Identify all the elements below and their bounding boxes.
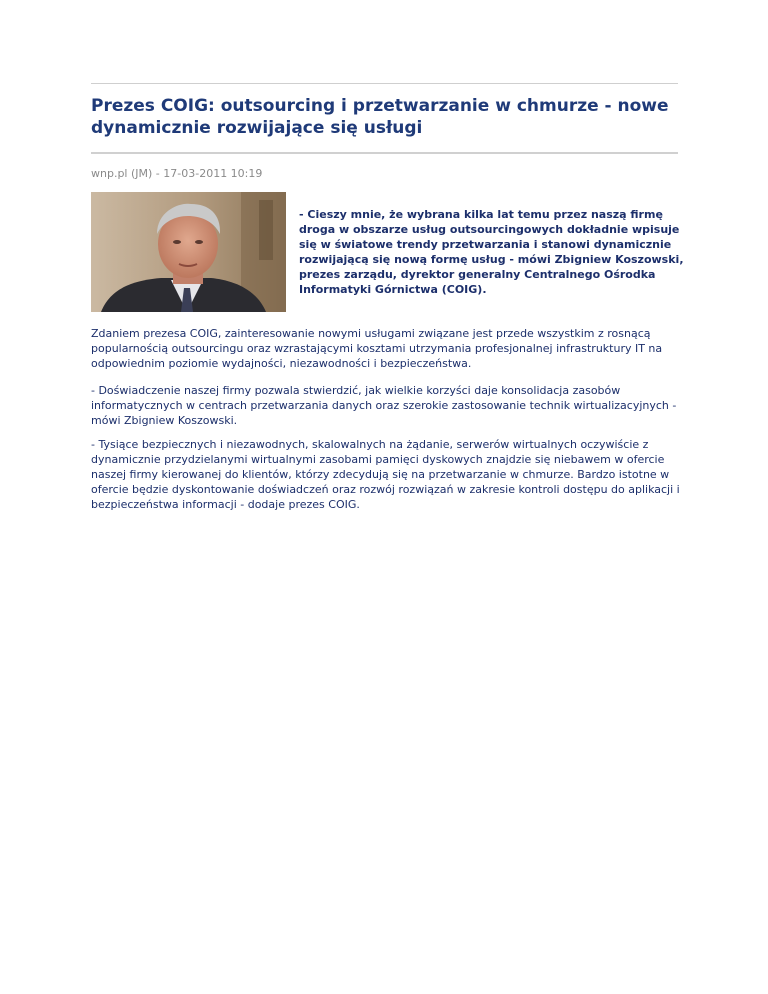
title-divider [91,152,678,154]
article-title: Prezes COIG: outsourcing i przetwarzanie w chmurze - nowe dynamicznie rozwijające się usługi [91,96,669,138]
top-divider [91,83,678,84]
article-lead: - Cieszy mnie, że wybrana kilka lat temu przez naszą firmę droga w obszarze usług outsourcingowych dokładnie wpisuje się w światowe trendy przetwarzania i stanowi dynamicznie rozwijającą się nową formę usług - mówi Zbigniew Koszowski, prezes zarządu, dyrektor generalny Centralnego Ośrodka Informatyki Górnictwa (COIG). [299,208,684,296]
article-paragraph: Zdaniem prezesa COIG, zainteresowanie nowymi usługami związane jest przede wszystkim z rosnącą popularnością outsourcingu oraz wzrastającymi kosztami utrzymania profesjonalnej infrastruktury IT na odpowiednim poziomie wydajności, niezawodności i bezpieczeństwa. [91,327,663,370]
article-paragraph: - Doświadczenie naszej firmy pozwala stwierdzić, jak wielkie korzyści daje konsolidacja zasobów informatycznych w centrach przetwarzania danych oraz szerokie zastosowanie technik wirtualizacyjnych - mówi Zbigniew Koszowski. [91,384,677,427]
article-meta: wnp.pl (JM) - 17-03-2011 10:19 [91,167,263,180]
article-paragraph: - Tysiące bezpiecznych i niezawodnych, skalowalnych na żądanie, serwerów wirtualnych oczywiście z dynamicznie przydzielanymi wirtualnymi zasobami pamięci dyskowych znajdzie się niebawem w ofercie naszej firmy kierowanej do klientów, którzy zdecydują się na przetwarzanie w chmurze. Bardzo istotne w ofercie będzie dyskontowanie doświadczeń oraz rozwój rozwiązań w zakresie kontroli dostępu do aplikacji i bezpieczeństwa informacji - dodaje prezes COIG. [91,438,680,511]
portrait-photo [91,192,286,312]
